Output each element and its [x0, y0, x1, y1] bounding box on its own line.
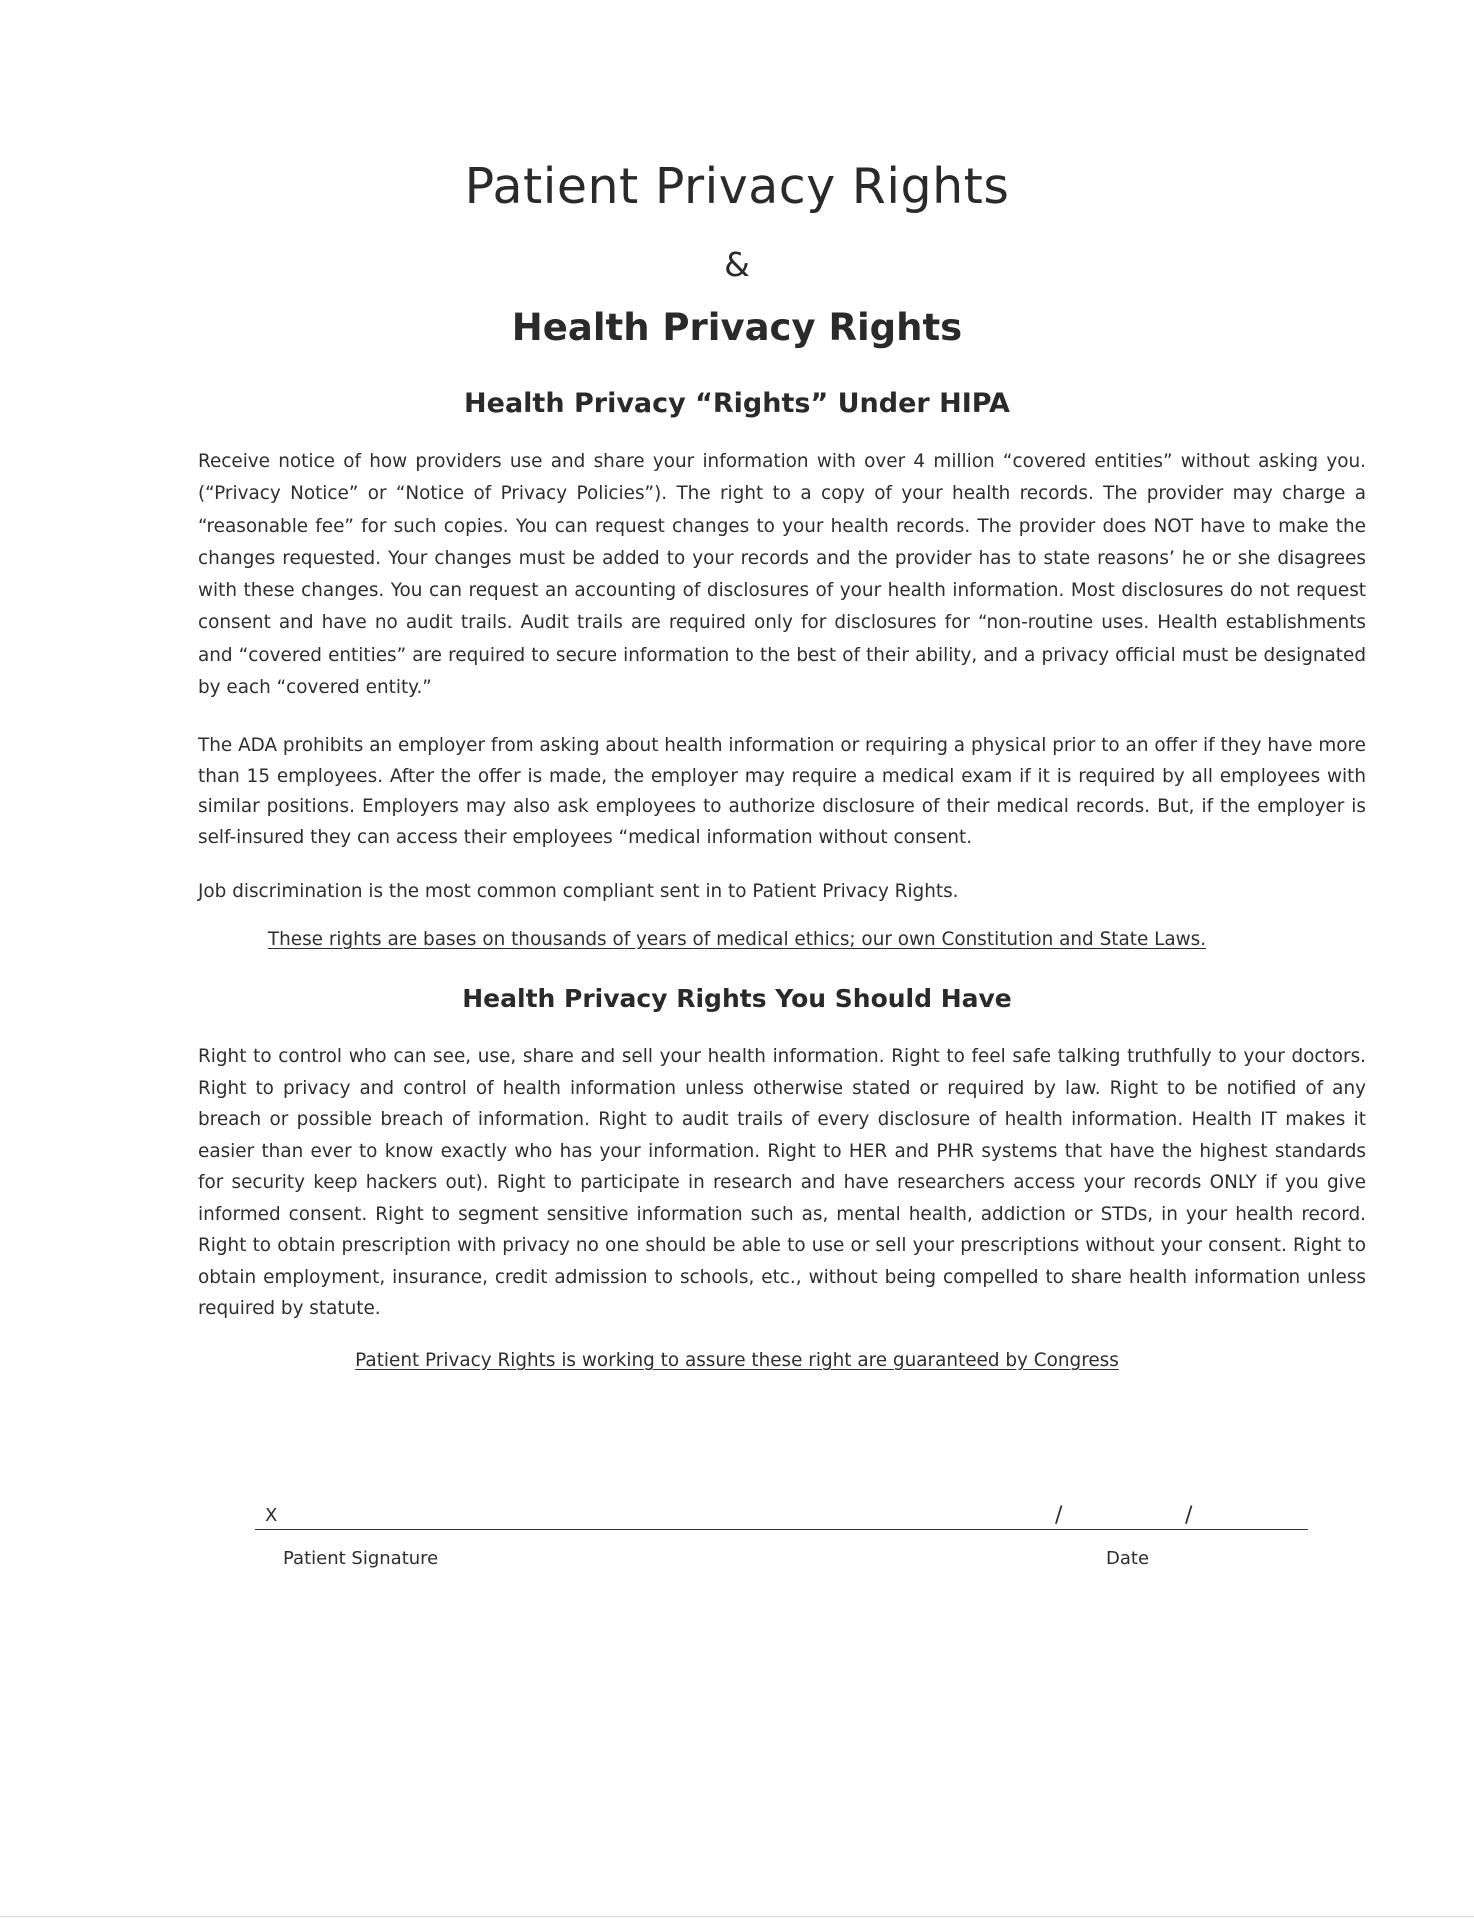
- signature-line-row[interactable]: [255, 1503, 1308, 1533]
- paragraph-ada: The ADA prohibits an employer from asking about health information or requiring a physical prior to an offer if they have more than 15 employees. After the offer is made, the employer may require a medical exam if it is required by all employees with similar positions. Employers may also ask employees to authorize disclosure of their medical records. But, if the employer is self-insured they can access their employees “medical information without consent.: [198, 735, 1366, 848]
- patient-signature-label: Patient Signature: [283, 1548, 439, 1569]
- paragraph-rights-should-have: Right to control who can see, use, share and sell your health information. Right to feel safe talking truthfully to your doctors. Right to privacy and control of health information unless otherwise stated or required by law. Right to be notified of any breach or possible breach of information. Right to audit trails of every disclosure of health information. Health IT makes it easier than ever to know exactly who has your information. Right to HER and PHR systems that have the highest standards for security keep hackers out). Right to participate in research and have researchers access your records ONLY if you give informed consent. Right to segment sensitive information such as, mental health, addiction or STDs, in your health record. Right to obtain prescription with privacy no one should be able to use or sell your prescriptions without your consent. Right to obtain employment, insurance, credit admission to schools, etc., without being compelled to share health information unless required by statute.: [198, 1046, 1366, 1319]
- date-slash-2: /: [1185, 1503, 1193, 1528]
- title-ampersand: &: [724, 245, 750, 284]
- signature-x-mark: X: [265, 1505, 278, 1526]
- paragraph-hipa-rights: Receive notice of how providers use and share your information with over 4 million “covered entities” without asking you. (“Privacy Notice” or “Notice of Privacy Policies”). The right to a copy of your health records. The provider may charge a “reasonable fee” for such copies. You can request changes to your health records. The provider does NOT have to make the changes requested. Your changes must be added to your records and the provider has to state reasons’ he or she disagrees with these changes. You can request an accounting of disclosures of your health information. Most disclosures do not request consent and have no audit trails. Audit trails are required only for disclosures for “non-routine uses. Health establishments and “covered entities” are required to secure information to the best of their ability, and a privacy official must be designated by each “covered entity.”: [198, 451, 1366, 699]
- date-slash-1: /: [1055, 1503, 1063, 1528]
- paragraph-job-discrimination: Job discrimination is the most common compliant sent in to Patient Privacy Rights.: [198, 881, 959, 902]
- underlined-statement-congress-text: Patient Privacy Rights is working to assure these right are guaranteed by Congress: [355, 1350, 1119, 1371]
- underlined-statement-ethics-text: These rights are bases on thousands of years of medical ethics; our own Constitution and State Laws.: [267, 929, 1207, 950]
- underlined-statement-ethics: [0, 929, 1474, 950]
- page-bottom-edge: [0, 1916, 1474, 1917]
- date-label: Date: [1106, 1548, 1150, 1569]
- document-title: Patient Privacy Rights: [464, 158, 1010, 215]
- section-heading-should-have: Health Privacy Rights You Should Have: [462, 984, 1012, 1013]
- underlined-statement-congress: [0, 1350, 1474, 1371]
- document-subtitle: Health Privacy Rights: [511, 306, 963, 349]
- signature-underline: [255, 1529, 1308, 1530]
- section-heading-hipa: Health Privacy “Rights” Under HIPA: [464, 388, 1010, 419]
